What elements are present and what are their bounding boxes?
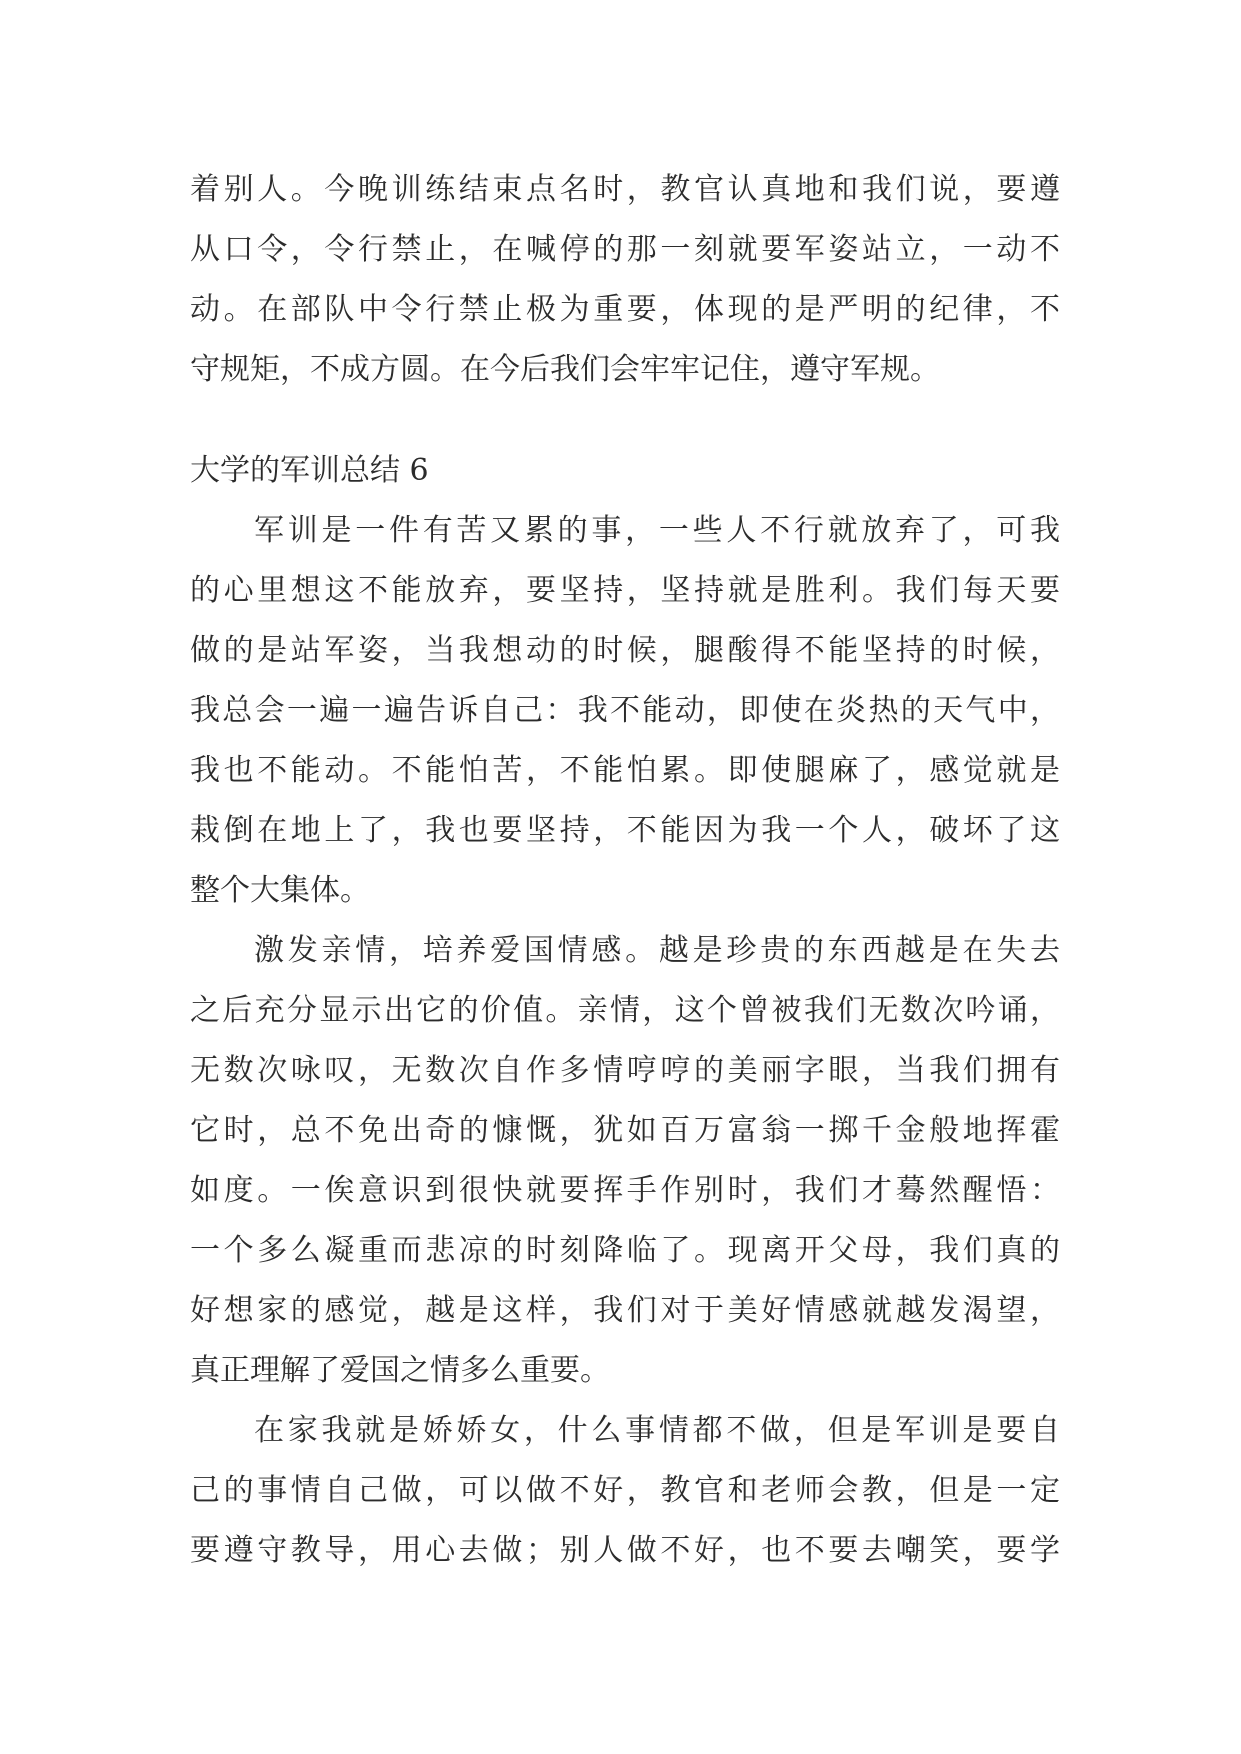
text-line: 之后充分显示出它的价值。亲情，这个曾被我们无数次吟诵， (190, 993, 1060, 1028)
text-line: 栽倒在地上了，我也要坚持，不能因为我一个人，破坏了这 (190, 813, 1060, 848)
text-line: 己的事情自己做，可以做不好，教官和老师会教，但是一定 (190, 1473, 1060, 1508)
text-line: 无数次咏叹，无数次自作多情哼哼的美丽字眼，当我们拥有 (190, 1053, 1060, 1088)
document-body (190, 160, 1060, 1581)
text-line: 如度。一俟意识到很快就要挥手作别时，我们才蓦然醒悟： (190, 1173, 1060, 1208)
text-line: 在家我就是娇娇女，什么事情都不做，但是军训是要自 (254, 1413, 1060, 1448)
text-line: 整个大集体。 (190, 873, 370, 908)
section-spacer (190, 400, 1060, 441)
text-line: 的心里想这不能放弃，要坚持，坚持就是胜利。我们每天要 (190, 573, 1060, 608)
text-line: 着别人。今晚训练结束点名时，教官认真地和我们说，要遵 (190, 172, 1060, 207)
text-line: 我总会一遍一遍告诉自己：我不能动，即使在炎热的天气中， (190, 693, 1060, 728)
text-line: 它时，总不免出奇的慷慨，犹如百万富翁一掷千金般地挥霍 (190, 1113, 1060, 1148)
text-line: 我也不能动。不能怕苦，不能怕累。即使腿麻了，感觉就是 (190, 753, 1060, 788)
text-line: 做的是站军姿，当我想动的时候，腿酸得不能坚持的时候， (190, 633, 1060, 668)
paragraph-2 (190, 921, 1060, 1401)
text-line: 军训是一件有苦又累的事，一些人不行就放弃了，可我 (254, 513, 1060, 548)
paragraph-3 (190, 1401, 1060, 1581)
text-line: 好想家的感觉，越是这样，我们对于美好情感就越发渴望， (190, 1293, 1060, 1328)
text-line: 要遵守教导，用心去做；别人做不好，也不要去嘲笑，要学 (190, 1533, 1060, 1568)
text-line: 守规矩，不成方圆。在今后我们会牢牢记住，遵守军规。 (190, 352, 940, 387)
text-line: 一个多么凝重而悲凉的时刻降临了。现离开父母，我们真的 (190, 1233, 1060, 1268)
intro-paragraph (190, 160, 1060, 400)
section-title: 大学的军训总结 6 (190, 453, 429, 488)
text-line: 激发亲情，培养爱国情感。越是珍贵的东西越是在失去 (254, 933, 1060, 968)
text-line: 真正理解了爱国之情多么重要。 (190, 1353, 610, 1388)
text-line: 从口令，令行禁止，在喊停的那一刻就要军姿站立，一动不 (190, 232, 1060, 267)
text-line: 动。在部队中令行禁止极为重要，体现的是严明的纪律，不 (190, 292, 1060, 327)
paragraph-1 (190, 501, 1060, 921)
